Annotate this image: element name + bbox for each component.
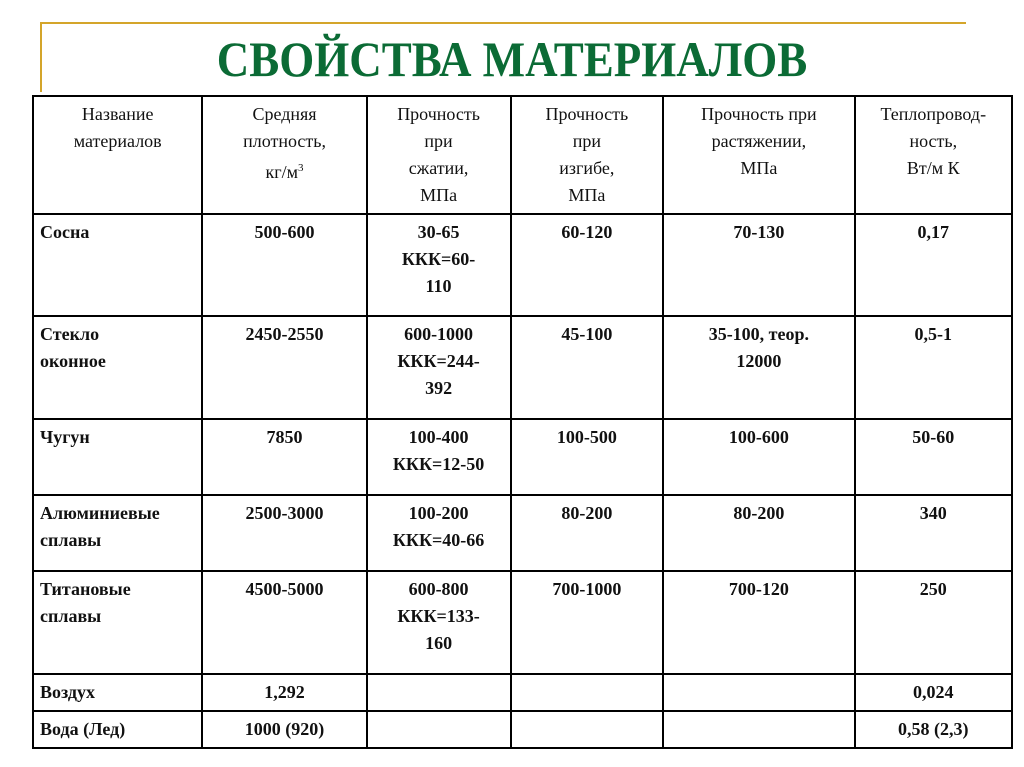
cell-compression-strength xyxy=(367,674,511,711)
table-row xyxy=(33,419,1012,495)
accent-line-horizontal xyxy=(40,22,966,24)
cell-density: 4500-5000 xyxy=(202,571,366,674)
header-row xyxy=(33,96,1012,214)
header-bending: Прочность при изгибе, МПа xyxy=(511,96,664,214)
cell-material-name: Стекло оконное xyxy=(33,316,202,419)
cell-material-name: Сосна xyxy=(33,214,202,316)
cell-density: 2450-2550 xyxy=(202,316,366,419)
cell-bending-strength: 80-200 xyxy=(511,495,664,571)
cell-material-name: Воздух xyxy=(33,674,202,711)
header-density xyxy=(202,96,366,214)
cell-thermal-conductivity: 50-60 xyxy=(855,419,1012,495)
materials-table xyxy=(32,95,1013,749)
cell-bending-strength: 45-100 xyxy=(511,316,664,419)
table-row xyxy=(33,495,1012,571)
table-row xyxy=(33,674,1012,711)
cell-tensile-strength: 35-100, теор. 12000 xyxy=(663,316,854,419)
cell-density: 2500-3000 xyxy=(202,495,366,571)
cell-density: 500-600 xyxy=(202,214,366,316)
cell-tensile-strength: 100-600 xyxy=(663,419,854,495)
cell-compression-strength: 600-800 ККК=133- 160 xyxy=(367,571,511,674)
cell-bending-strength: 700-1000 xyxy=(511,571,664,674)
table-row xyxy=(33,711,1012,748)
cell-thermal-conductivity: 0,5-1 xyxy=(855,316,1012,419)
header-density-label: Средняя плотность, кг/м xyxy=(243,104,326,182)
header-density-superscript: 3 xyxy=(298,162,304,174)
cell-thermal-conductivity: 250 xyxy=(855,571,1012,674)
header-conductivity: Теплопровод- ность, Вт/м К xyxy=(855,96,1012,214)
slide-title: СВОЙСТВА МАТЕРИАЛОВ xyxy=(216,31,808,87)
table-row xyxy=(33,316,1012,419)
cell-thermal-conductivity: 340 xyxy=(855,495,1012,571)
cell-bending-strength: 60-120 xyxy=(511,214,664,316)
table-row xyxy=(33,214,1012,316)
cell-compression-strength xyxy=(367,711,511,748)
header-name: Название материалов xyxy=(33,96,202,214)
cell-material-name: Алюминиевые сплавы xyxy=(33,495,202,571)
cell-tensile-strength: 700-120 xyxy=(663,571,854,674)
cell-tensile-strength: 70-130 xyxy=(663,214,854,316)
cell-compression-strength: 30-65 ККК=60- 110 xyxy=(367,214,511,316)
cell-compression-strength: 100-400 ККК=12-50 xyxy=(367,419,511,495)
cell-density: 7850 xyxy=(202,419,366,495)
cell-thermal-conductivity: 0,17 xyxy=(855,214,1012,316)
accent-line-vertical xyxy=(40,22,42,92)
cell-bending-strength xyxy=(511,674,664,711)
cell-tensile-strength xyxy=(663,674,854,711)
cell-thermal-conductivity: 0,024 xyxy=(855,674,1012,711)
cell-bending-strength xyxy=(511,711,664,748)
cell-compression-strength: 100-200 ККК=40-66 xyxy=(367,495,511,571)
cell-thermal-conductivity: 0,58 (2,3) xyxy=(855,711,1012,748)
cell-compression-strength: 600-1000 ККК=244- 392 xyxy=(367,316,511,419)
cell-material-name: Чугун xyxy=(33,419,202,495)
cell-density: 1,292 xyxy=(202,674,366,711)
cell-tensile-strength xyxy=(663,711,854,748)
header-compression: Прочность при сжатии, МПа xyxy=(367,96,511,214)
table-row xyxy=(33,571,1012,674)
cell-material-name: Вода (Лед) xyxy=(33,711,202,748)
cell-material-name: Титановые сплавы xyxy=(33,571,202,674)
header-tension: Прочность при растяжении, МПа xyxy=(663,96,854,214)
cell-bending-strength: 100-500 xyxy=(511,419,664,495)
cell-density: 1000 (920) xyxy=(202,711,366,748)
cell-tensile-strength: 80-200 xyxy=(663,495,854,571)
